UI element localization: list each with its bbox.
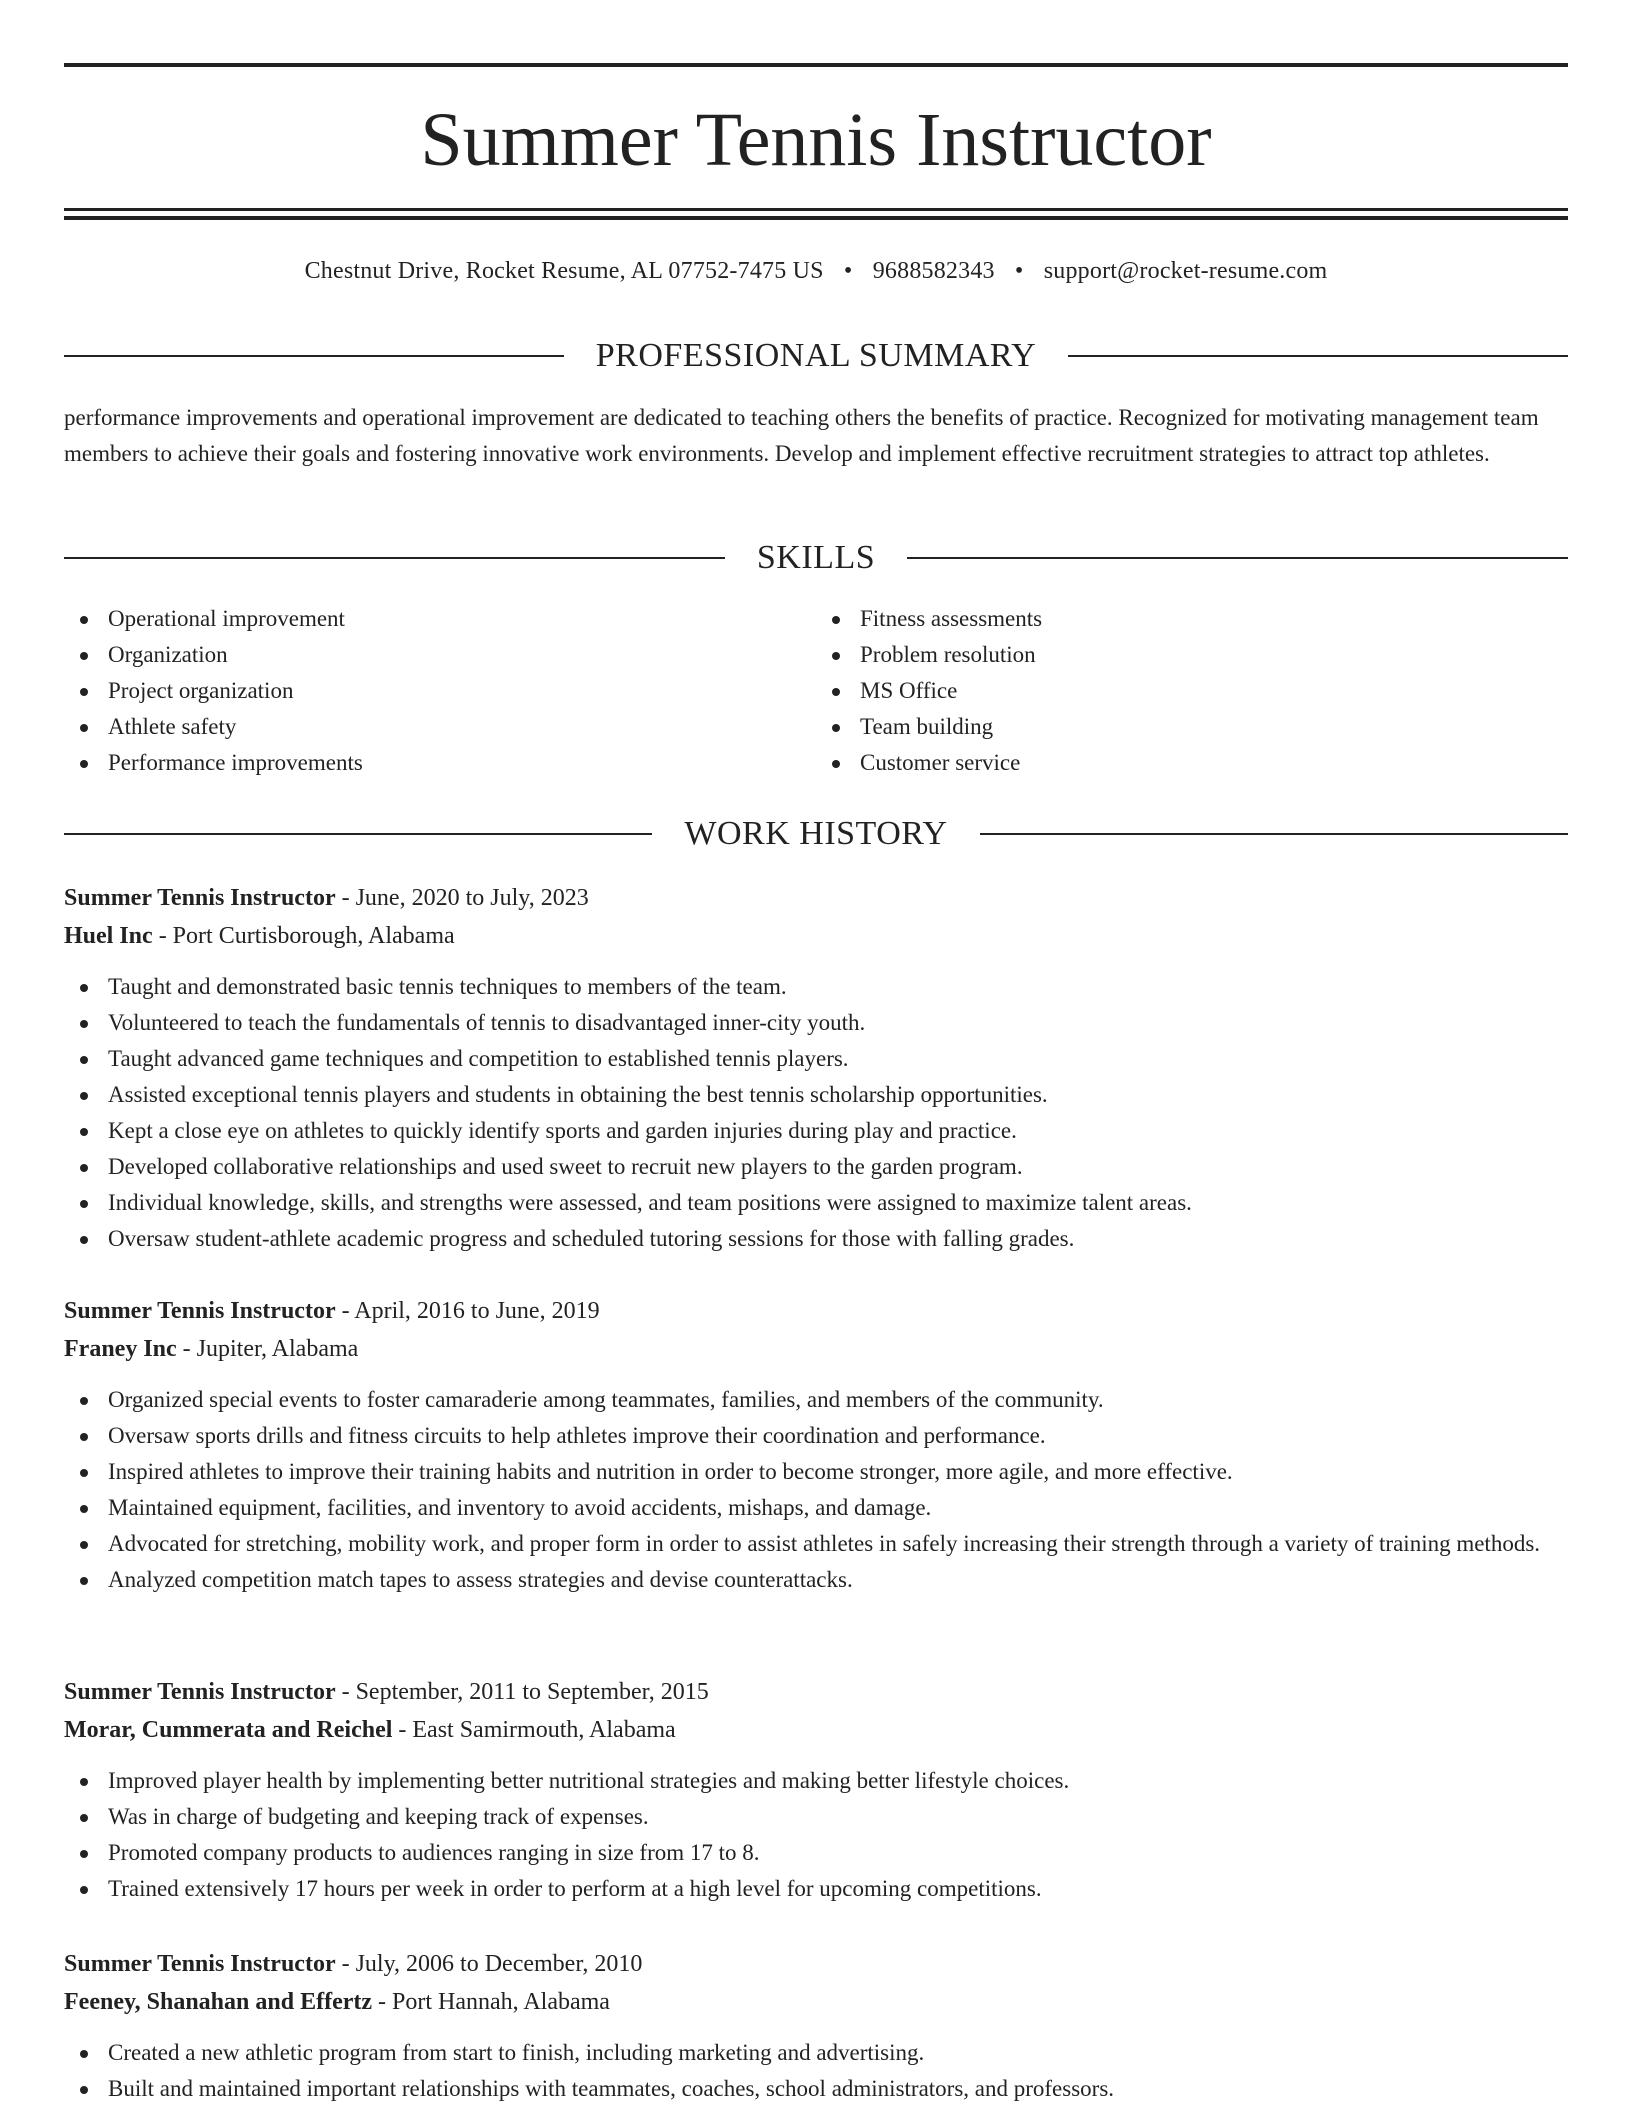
job-bullet: Inspired athletes to improve their training habits and nutrition in order to become stronger, more agile, and more effective. (64, 1454, 1568, 1490)
heading-rule (64, 355, 564, 357)
contact-email[interactable]: support@rocket-resume.com (1043, 258, 1328, 284)
skill-item: MS Office (816, 673, 1568, 709)
job-bullet: Oversaw sports drills and fitness circuits to help athletes improve their coordination and performance. (64, 1418, 1568, 1454)
title-double-divider (64, 208, 1568, 220)
job-bullet: Maintained equipment, facilities, and inventory to avoid accidents, mishaps, and damage. (64, 1490, 1568, 1526)
job-bullets (64, 969, 1568, 1257)
contact-phone: 9688582343 (872, 258, 995, 284)
skills-column-right (816, 601, 1568, 781)
job-entry (64, 879, 1568, 1257)
job-title: Summer Tennis Instructor (64, 1679, 336, 1705)
job-bullet: Trained extensively 17 hours per week in order to perform at a high level for upcoming competitions. (64, 1871, 1568, 1907)
job-bullet: Taught advanced game techniques and competition to established tennis players. (64, 1041, 1568, 1077)
job-company: Franey Inc (64, 1336, 177, 1362)
job-bullet: Created a new athletic program from start to finish, including marketing and advertising. (64, 2035, 1568, 2071)
job-company: Huel Inc (64, 923, 153, 949)
job-title: Summer Tennis Instructor (64, 1951, 336, 1977)
skills-column-left (64, 601, 816, 781)
job-bullet: Analyzed competition match tapes to assess strategies and devise counterattacks. (64, 1562, 1568, 1598)
job-dates: - June, 2020 to July, 2023 (335, 885, 589, 911)
skill-item: Project organization (64, 673, 816, 709)
job-location: - Jupiter, Alabama (176, 1336, 359, 1362)
job-bullets (64, 1763, 1568, 1907)
job-bullet: Advocated for stretching, mobility work, and proper form in order to assist athletes in safely increasing their strength through a variety of training methods. (64, 1526, 1568, 1562)
job-bullet: Organized special events to foster camaraderie among teammates, families, and members of the community. (64, 1382, 1568, 1418)
skills-list (64, 601, 1568, 781)
work-heading-label: WORK HISTORY (684, 815, 948, 852)
job-dates: - July, 2006 to December, 2010 (335, 1951, 643, 1977)
skills-heading-label: SKILLS (756, 539, 876, 576)
skills-section-heading (64, 536, 1568, 580)
job-role-line (64, 879, 1568, 917)
heading-rule (64, 833, 652, 835)
heading-rule (980, 833, 1568, 835)
job-company: Feeney, Shanahan and Effertz (64, 1989, 373, 2015)
job-company-line (64, 1711, 1568, 1749)
contact-separator: • (843, 258, 853, 284)
job-entry (64, 1673, 1568, 1907)
job-bullets (64, 1382, 1568, 1598)
job-entry (64, 1945, 1568, 2107)
contact-line (64, 254, 1568, 288)
work-section-heading (64, 812, 1568, 856)
top-divider (64, 63, 1568, 67)
job-bullet: Kept a close eye on athletes to quickly identify sports and garden injuries during play and practice. (64, 1113, 1568, 1149)
job-company-line (64, 1330, 1568, 1368)
job-dates: - April, 2016 to June, 2019 (335, 1298, 600, 1324)
job-entry (64, 1292, 1568, 1598)
job-location: - Port Curtisborough, Alabama (152, 923, 455, 949)
skill-item: Team building (816, 709, 1568, 745)
job-bullet: Built and maintained important relationships with teammates, coaches, school administrators, and professors. (64, 2071, 1568, 2107)
job-role-line (64, 1673, 1568, 1711)
job-bullet: Oversaw student-athlete academic progress and scheduled tutoring sessions for those with falling grades. (64, 1221, 1568, 1257)
skill-item: Problem resolution (816, 637, 1568, 673)
job-role-line (64, 1945, 1568, 1983)
contact-address: Chestnut Drive, Rocket Resume, AL 07752-7475 US (304, 258, 824, 284)
contact-separator: • (1014, 258, 1024, 284)
summary-section-heading (64, 334, 1568, 378)
skill-item: Performance improvements (64, 745, 816, 781)
resume-title: Summer Tennis Instructor (420, 98, 1212, 182)
job-bullet: Volunteered to teach the fundamentals of tennis to disadvantaged inner-city youth. (64, 1005, 1568, 1041)
job-location: - East Samirmouth, Alabama (392, 1717, 676, 1743)
job-bullet: Assisted exceptional tennis players and students in obtaining the best tennis scholarship opportunities. (64, 1077, 1568, 1113)
job-bullet: Developed collaborative relationships and used sweet to recruit new players to the garden program. (64, 1149, 1568, 1185)
job-dates: - September, 2011 to September, 2015 (335, 1679, 709, 1705)
professional-summary: performance improvements and operational improvement are dedicated to teaching others the benefits of practice. Recognized for motivating management team members to achieve their goals and fostering innovative work environments. Develop and implement effective recruitment strategies to attract top athletes. (64, 405, 1539, 466)
heading-rule (64, 557, 725, 559)
job-location: - Port Hannah, Alabama (372, 1989, 610, 2015)
job-bullet: Individual knowledge, skills, and strengths were assessed, and team positions were assigned to maximize talent areas. (64, 1185, 1568, 1221)
job-bullets (64, 2035, 1568, 2107)
skill-item: Customer service (816, 745, 1568, 781)
job-title: Summer Tennis Instructor (64, 885, 336, 911)
skill-item: Operational improvement (64, 601, 816, 637)
heading-rule (907, 557, 1568, 559)
job-bullet: Improved player health by implementing better nutritional strategies and making better lifestyle choices. (64, 1763, 1568, 1799)
job-bullet: Was in charge of budgeting and keeping track of expenses. (64, 1799, 1568, 1835)
job-role-line (64, 1292, 1568, 1330)
job-company: Morar, Cummerata and Reichel (64, 1717, 393, 1743)
job-company-line (64, 917, 1568, 955)
skill-item: Organization (64, 637, 816, 673)
skill-item: Fitness assessments (816, 601, 1568, 637)
job-company-line (64, 1983, 1568, 2021)
job-bullet: Taught and demonstrated basic tennis techniques to members of the team. (64, 969, 1568, 1005)
job-title: Summer Tennis Instructor (64, 1298, 336, 1324)
job-bullet: Promoted company products to audiences ranging in size from 17 to 8. (64, 1835, 1568, 1871)
heading-rule (1068, 355, 1568, 357)
summary-heading-label: PROFESSIONAL SUMMARY (595, 337, 1037, 374)
skill-item: Athlete safety (64, 709, 816, 745)
